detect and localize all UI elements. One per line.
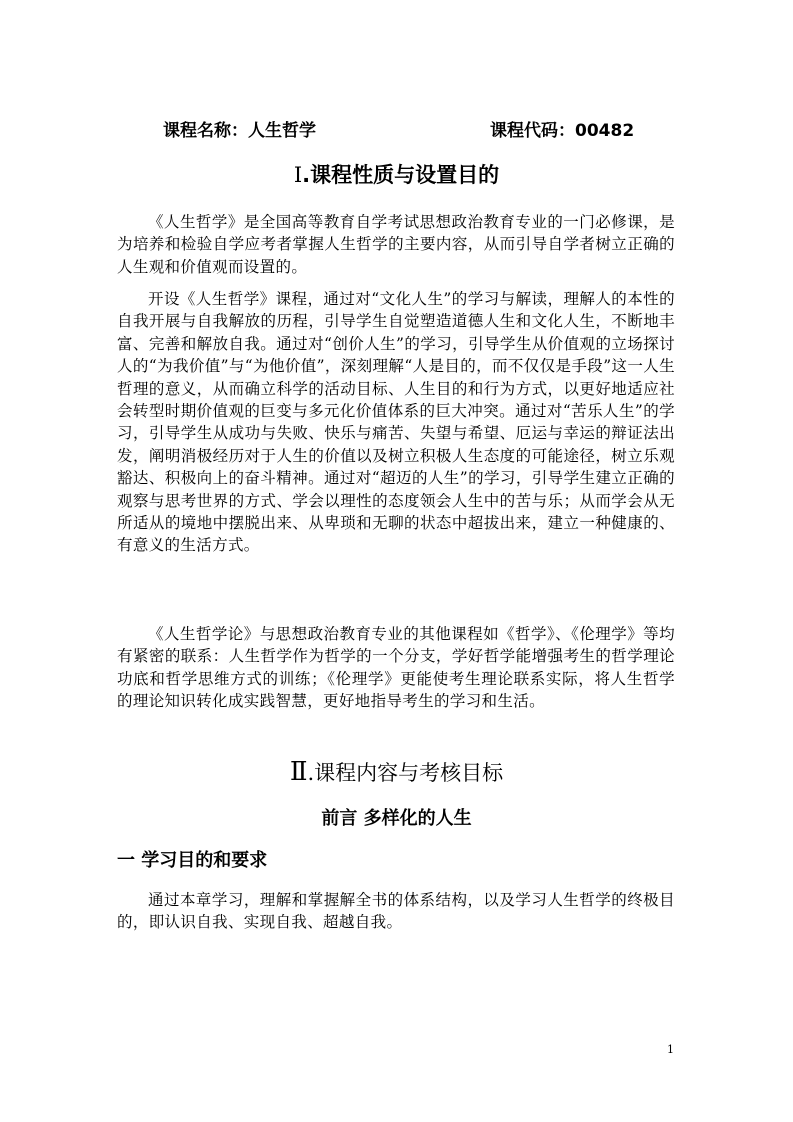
course-code: 课程代码：00482 (490, 121, 635, 141)
section1-numeral: Ⅰ (293, 163, 303, 187)
section2-heading (0, 756, 793, 789)
section2-title: .课程内容与考核目标 (307, 761, 504, 785)
section1-paragraph-1: 《人生哲学》是全国高等教育自学考试思想政治教育专业的一门必修课，是为培养和检验自学应考者掌握人生哲学的主要内容，从而引导自学者树立正确的人生观和价值观而设置的。 (117, 213, 675, 276)
course-name: 课程名称：人生哲学 (163, 121, 316, 141)
subsection-paragraph: 通过本章学习，理解和掌握解全书的体系结构，以及学习人生哲学的终极目的，即认识自我、实现自我、超越自我。 (117, 891, 675, 932)
chapter-title: 前言 多样化的人生 (321, 808, 472, 829)
section2-numeral: Ⅱ (289, 757, 308, 787)
section1-paragraph-3: 《人生哲学论》与思想政治教育专业的其他课程如《哲学》、《伦理学》等均有紧密的联系：人生哲学作为哲学的一个分支，学好哲学能增强考生的哲学理论功底和哲学思维方式的训练；《伦理学》更能使考生理论联系实际，将人生哲学的理论知识转化成实践智慧，更好地指导考生的学习和生活。 (117, 625, 675, 711)
subsection-title: 一 学习目的和要求 (117, 850, 268, 871)
course-header (163, 119, 643, 143)
section1-paragraph-2: 开设《人生哲学》课程，通过对“文化人生”的学习与解读，理解人的本性的自我开展与自我解放的历程，引导学生自觉塑造道德人生和文化人生，不断地丰富、完善和解放自我。通过对“创价人生”的学习，引导学生从价值观的立场探讨人的“为我价值”与“为他价值”，深刻理解“人是目的，而不仅仅是手段”这一人生哲理的意义，从而确立科学的活动目标、人生目的和行为方式，以更好地适应社会转型时期价值观的巨变与多元化价值体系的巨大冲突。通过对“苦乐人生”的学习，引导学生从成功与失败、快乐与痛苦、失望与希望、厄运与幸运的辩证法出发，阐明消极经历对于人生的价值以及树立积极人生态度的可能途径，树立乐观豁达、积极向上的奋斗精神。通过对“超迈的人生”的学习，引导学生建立正确的观察与思考世界的方式、学会以理性的态度领会人生中的苦与乐；从而学会从无所适从的境地中摆脱出来、从卑琐和无聊的状态中超拔出来，建立一种健康的、有意义的生活方式。 (117, 290, 675, 555)
section1-heading (0, 160, 793, 190)
section1-title: .课程性质与设置目的 (302, 163, 500, 187)
page-number: 1 (667, 1043, 674, 1056)
